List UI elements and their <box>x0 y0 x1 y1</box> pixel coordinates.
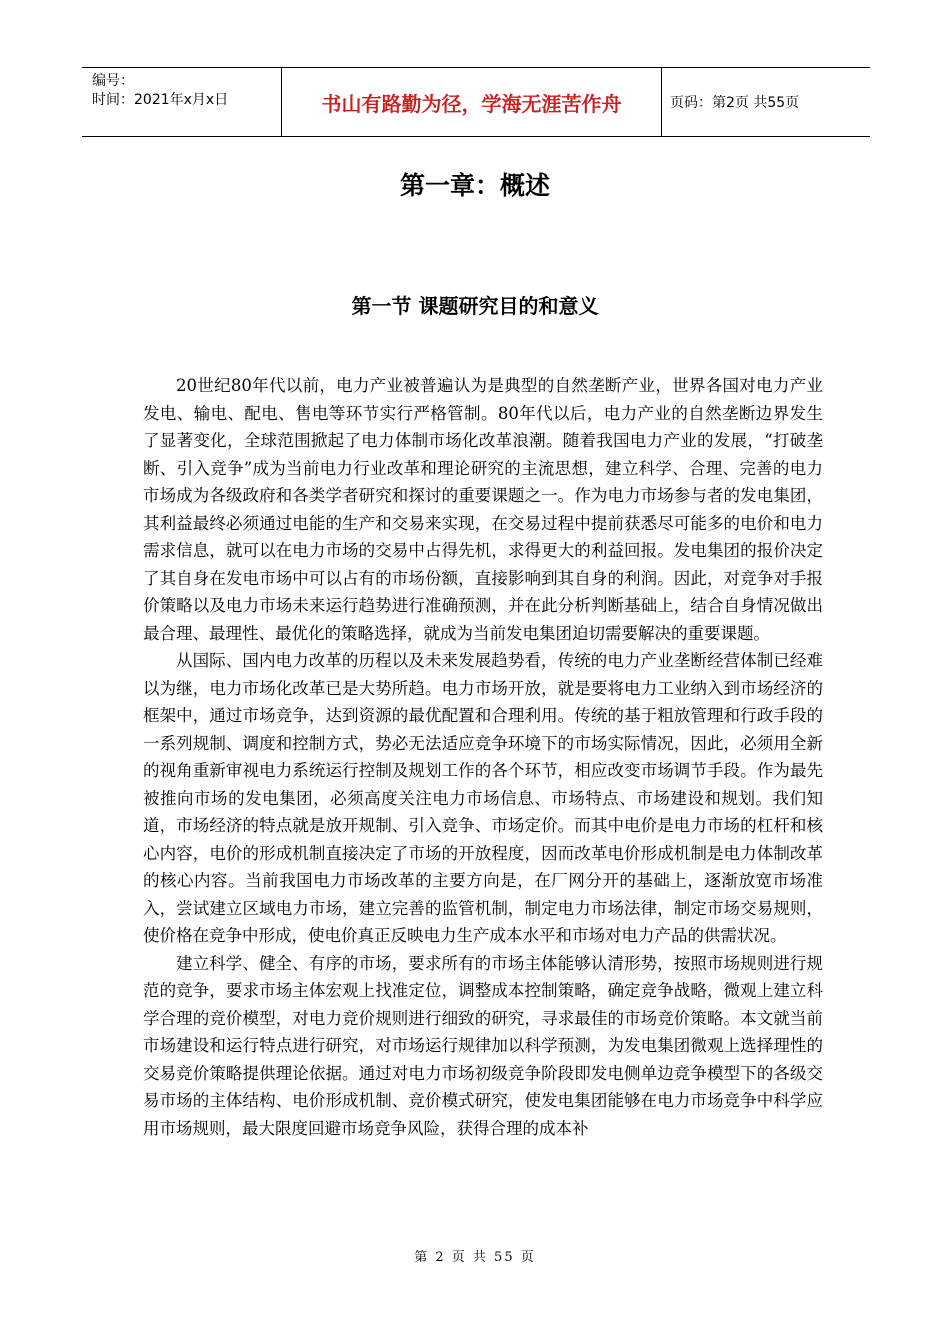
body-text <box>143 372 823 1142</box>
paragraph: 建立科学、健全、有序的市场，要求所有的市场主体能够认清形势，按照市场规则进行规范的竞争，要求市场主体宏观上找准定位，调整成本控制策略，确定竞争战略，微观上建立科学合理的竞价模型，对电力竞价规则进行细致的研究，寻求最佳的市场竞价策略。本文就当前市场建设和运行特点进行研究，对市场运行规律加以科学预测，为发电集团微观上选择理性的交易竞价策略提供理论依据。通过对电力市场初级竞争阶段即发电侧单边竞争模型下的各级交易市场的主体结构、电价形成机制、竞价模式研究，使发电集团能够在电力市场竞争中科学应用市场规则，最大限度回避市场竞争风险，获得合理的成本补 <box>143 953 823 1138</box>
number-label: 编号： <box>92 73 134 89</box>
header-meta-cell <box>82 68 282 136</box>
paragraph: 从国际、国内电力改革的历程以及未来发展趋势看，传统的电力产业垄断经营体制已经难以为继，电力市场化改革已是大势所趋。电力市场开放，就是要将电力工业纳入到市场经济的框架中，通过市场竞争，达到资源的最优配置和合理利用。传统的基于粗放管理和行政手段的一系列规制、调度和控制方式，势必无法适应竞争环境下的市场实际情况，因此，必须用全新的视角重新审视电力系统运行控制及规划工作的各个环节，相应改变市场调节手段。作为最先被推向市场的发电集团，必须高度关注电力市场信息、市场特点、市场建设和规划。我们知道，市场经济的特点就是放开规制、引入竞争、市场定价。而其中电价是电力市场的杠杆和核心内容，电价的形成机制直接决定了市场的开放程度，因而改革电价形成机制是电力体制改革的核心内容。当前我国电力市场改革的主要方向是，在厂网分开的基础上，逐渐放宽市场准入，尝试建立区域电力市场，建立完善的监管机制，制定电力市场法律，制定市场交易规则，使价格在竞争中形成，使电价真正反映电力生产成本水平和市场对电力产品的供需状况。 <box>143 651 823 945</box>
chapter-title: 第一章：概述 <box>399 171 550 200</box>
motto-text: 书山有路勤为径，学海无涯苦作舟 <box>321 91 622 116</box>
document-header <box>82 67 870 137</box>
time-label: 时间：2021年x月x日 <box>92 92 229 108</box>
paragraph: 20世纪80年代以前，电力产业被普遍认为是典型的自然垄断产业，世界各国对电力产业发电、输电、配电、售电等环节实行严格管制。80年代以后，电力产业的自然垄断边界发生了显著变化，全球范围掀起了电力体制市场化改革浪潮。随着我国电力产业的发展，“打破垄断、引入竞争”成为当前电力行业改革和理论研究的主流思想，建立科学、合理、完善的电力市场成为各级政府和各类学者研究和探讨的重要课题之一。作为电力市场参与者的发电集团，其利益最终必须通过电能的生产和交易来实现，在交易过程中提前获悉尽可能多的电价和电力需求信息，就可以在电力市场的交易中占得先机，求得更大的利益回报。发电集团的报价决定了其自身在发电市场中可以占有的市场份额，直接影响到其自身的利润。因此，对竞争对手报价策略以及电力市场未来运行趋势进行准确预测，并在此分析判断基础上，结合自身情况做出最合理、最理性、最优化的策略选择，就成为当前发电集团迫切需要解决的重要课题。 <box>143 376 823 643</box>
page-info-text: 页码：第2页 共55页 <box>670 95 800 111</box>
section-title: 第一节 课题研究目的和意义 <box>351 294 599 318</box>
page-info-cell <box>662 68 870 136</box>
page-footer: 第 2 页 共 55 页 <box>414 1250 536 1265</box>
motto-cell <box>282 68 662 136</box>
